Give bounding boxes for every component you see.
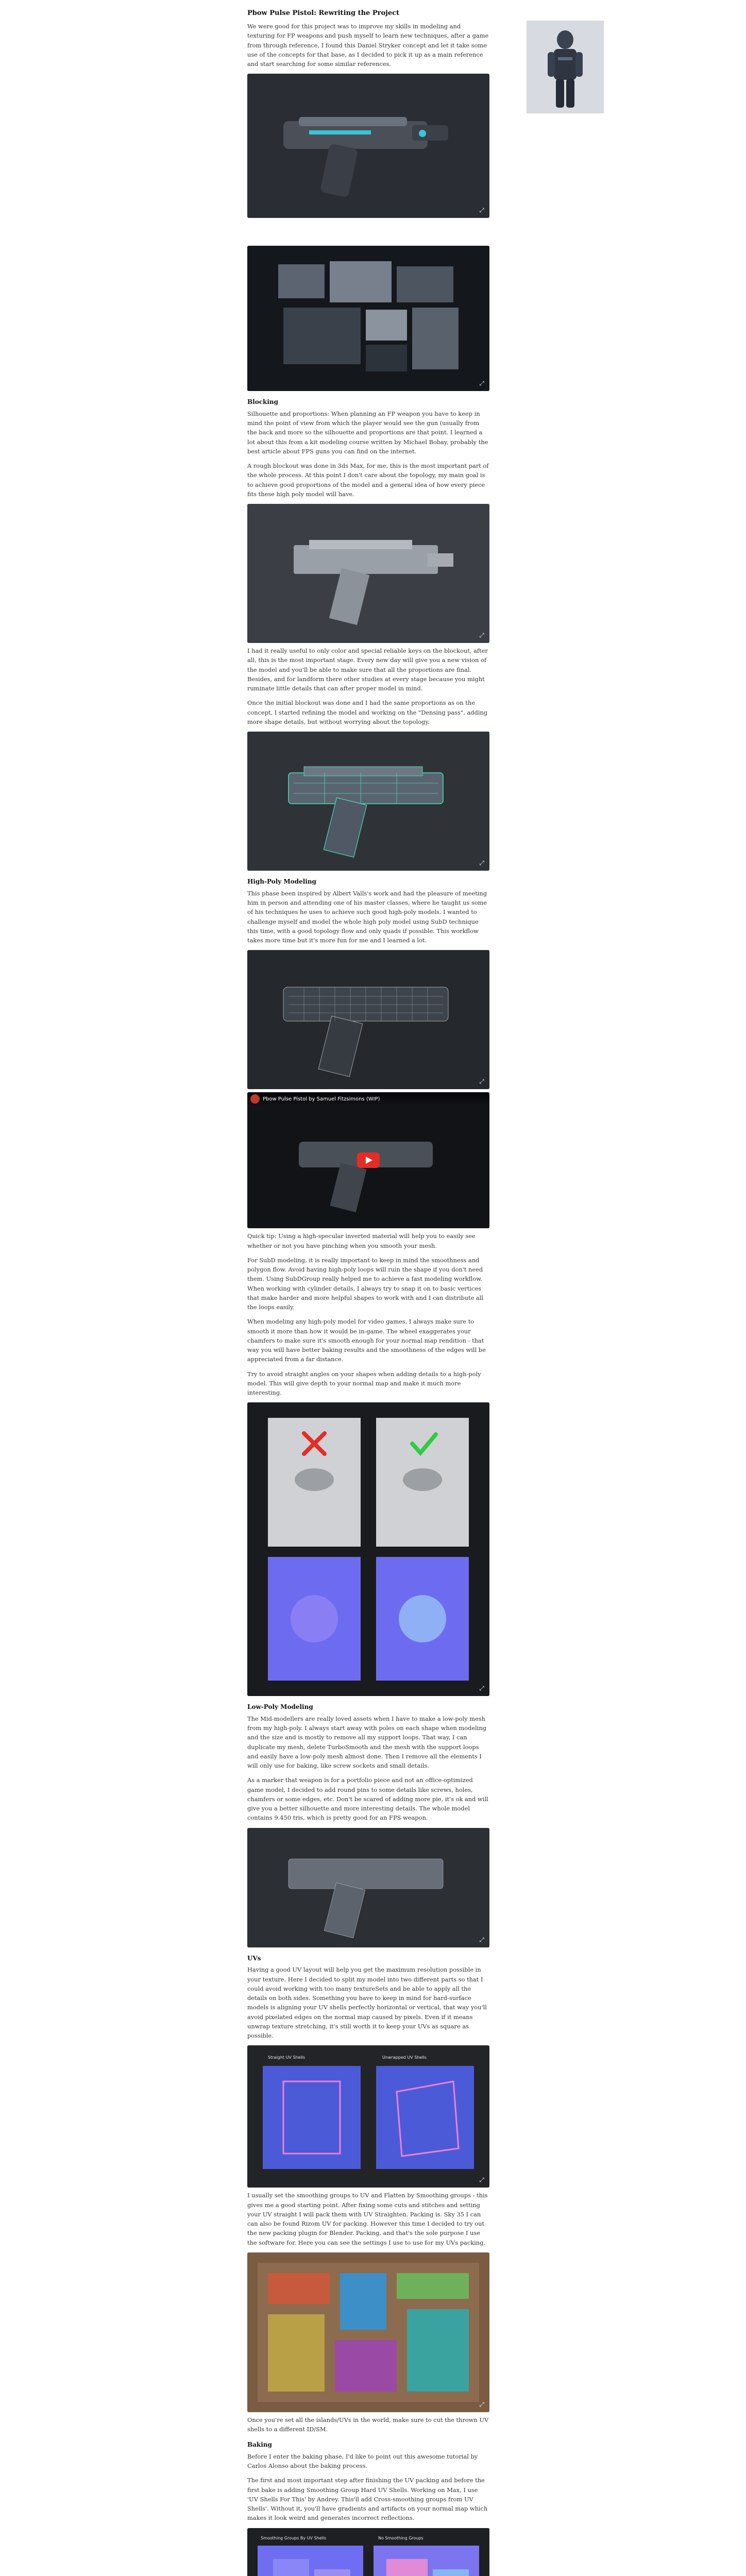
baking-paragraph-1: Before I enter the baking phase, I'd like to point out this awesome tutorial by Carlos Alonso about the baking process. (247, 2452, 478, 2470)
expand-icon[interactable]: ⤢ (479, 207, 484, 214)
expand-icon[interactable]: ⤢ (479, 2176, 484, 2184)
uv-layout-checker-icon (247, 2252, 489, 2412)
video-title-bar (247, 1092, 489, 1106)
expand-icon[interactable]: ⤢ (479, 859, 484, 867)
smoothing-left-title: Smoothing Groups By UV Shells (261, 2535, 327, 2540)
baking-paragraph-2: The first and most important step after finishing the UV packing and before the first bake is adding Smoothing Group Hard UV Shells. Working on Max, I use 'UV Shells For This' by Andrey. This'll add Cross-smoothing groups from UV Shells'. Without it, you'll have gradients and artifacts on your normal map which makes it look weird and generates incorrect reflections. (247, 2477, 488, 2522)
blockout-image[interactable] (247, 504, 489, 643)
hero-pistol-image[interactable] (247, 74, 489, 218)
play-button-icon[interactable] (357, 1153, 380, 1168)
reference-collage-icon (247, 246, 489, 391)
pistol-render-icon (247, 74, 489, 218)
low-poly-pistol-icon (247, 1828, 489, 1947)
blocking-paragraph-4: Once the initial blockout was done and I had the same proportions as on the concept, I started refining the model and working on the "Densing pass", adding more shape details, but without worrying about the topology. (247, 699, 488, 725)
expand-icon[interactable]: ⤢ (479, 632, 484, 639)
uv-shells-comparison-image[interactable] (247, 2045, 489, 2188)
low-poly-image[interactable] (247, 1828, 489, 1947)
high-poly-wireframe-icon (247, 950, 489, 1089)
reference-board-image[interactable] (247, 246, 489, 391)
section-heading-blocking: Blocking (247, 398, 278, 406)
expand-icon[interactable]: ⤢ (479, 1078, 484, 1086)
expand-icon[interactable]: ⤢ (479, 2400, 484, 2408)
smoothing-groups-comparison-image[interactable] (247, 2528, 489, 2576)
section-heading-high-poly: High-Poly Modeling (247, 878, 316, 886)
video-title[interactable]: Pbow Pulse Pistol by Samuel Fitzsimons (WIP) (263, 1096, 380, 1102)
blockout-model-icon (247, 504, 489, 643)
blocking-paragraph-1: Silhouette and proportions: When planning an FP weapon you have to keep in mind the point of view from which the player would see the gun (usually from the back and more so the silhouette and proportions are that point. I learned a lot about this from a kit modeling course written by Michael Bobay, probably the best article about FPS guns you can find on the internet. (247, 410, 488, 455)
expand-icon[interactable]: ⤢ (479, 1936, 484, 1943)
channel-avatar[interactable] (250, 1094, 260, 1104)
intro-paragraph: We were good for this project was to improve my skills in modeling and texturing for FP weapons and push myself to learn new techniques, after a game from through reference, I found this Daniel Stryker concept and let it take some use of the concepts for that base, as I decided to pick it up as a main reference and start searching for some similar references. (247, 23, 489, 68)
expand-icon[interactable]: ⤢ (479, 380, 484, 387)
lowpoly-paragraph-1: The Mid-modellers are really loved assets when I have to make a low-poly mesh from my high-poly. I always start away with poles on each shape when modeling and the size and is mostly to remove all my support loops. That way, I can duplicate my mesh, delete TurboSmooth and the mesh with the support loops and easily have a low-poly mesh almost done. Then I remove all the elements I will only use for baking, like screw sockets and small details. (247, 1715, 487, 1770)
uv-left-title: Straight UV Shells (268, 2055, 306, 2060)
section-heading-uvs: UVs (247, 1954, 261, 1962)
article (247, 0, 489, 2576)
post-title: Pbow Pulse Pistol: Rewriting the Project (247, 9, 400, 17)
uvs-paragraph-1: Having a good UV layout will help you get the maximum resolution possible in your texture. Here I decided to split my model into two different parts so that I could avoid working with too many textureSets and be able to apply all the details on both sides. Something you have to keep in mind for hard-surface models is aligning your UV shells perfectly horizontal or vertical, that way you'll avoid pixelated edges on the normal map caused by pixels. Even if it means unwrap texture stretching, it's still worth it to keep your UVs as square as possible. (247, 1966, 487, 2040)
uvs-paragraph-2: I usually set the smoothing groups to UV and Flatten by Smoothing groups - this gives me a good starting point. After fixing some cuts and stitches and setting your UV straight I will pack them with UV Straighten. Packing is. Sky 35 I can can also be found Rizom UV for packing. However this time I decided to try out the new packing plugin for Blender. Packing, and that's the sole purpose I use the software for. Here you can see the settings I use to use for my UVs packing. (247, 2192, 488, 2246)
smooth-angle-comparison-image[interactable] (247, 1402, 489, 1696)
section-heading-baking: Baking (247, 2441, 272, 2449)
smoothing-right-title: No Smoothing Groups (378, 2535, 423, 2540)
high-poly-image[interactable] (247, 950, 489, 1089)
youtube-video-embed[interactable] (247, 1092, 489, 1228)
uv-right-title: Unwrapped UV Shells (382, 2055, 427, 2060)
expand-icon[interactable]: ⤢ (479, 1685, 484, 1692)
section-heading-low-poly: Low-Poly Modeling (247, 1703, 313, 1711)
highpoly-paragraph-2: Quick tip: Using a high-specular inverted material will help you to easily see whether or not you have pinching when you smooth your mesh. (247, 1232, 476, 1249)
density-pass-image[interactable] (247, 732, 489, 871)
lowpoly-paragraph-2: As a marker that weapon is for a portfolio piece and not an office-optimized game model, I decided to add round pins to some details like screws, holes, chamfers or some edges, etc. Don't be scared of adding more pie, it's ok and will give you a better silhouette and more interesting details. The whole model contains 9.450 tris, which is pretty good for an FPS weapon. (247, 1776, 488, 1822)
character-render-icon (527, 21, 603, 113)
highpoly-paragraph-5: Try to avoid straight angles on your shapes when adding details to a high-poly model. This will give depth to your normal map and make it much more interesting. (247, 1370, 481, 1397)
uv-layout-image[interactable] (247, 2252, 489, 2412)
uvs-paragraph-3: Once you're set all the islands/UVs in the world, make sure to cut the thrown UV shells to a different ID/SM. (247, 2416, 489, 2433)
highpoly-paragraph-4: When modeling any high-poly model for video games, I always make sure to smooth it more than how it would be in-game. The wheel exaggerates your chamfers to make sure it's smooth enough for your normal map rendition - that way you will have better baking results and the smoothness of the edges will be appreciated from a far distance. (247, 1318, 486, 1363)
uv-grid-icon (247, 2045, 489, 2188)
blocking-paragraph-2: A rough blockout was done in 3ds Max, for me, this is the most important part of the whole process. At this point I don't care about the topology, my main goal is to achieve good proportions of the model and a general idea of how every piece fits these high poly model will have. (247, 462, 489, 498)
blocking-paragraph-3: I had it really useful to only color and special reliable keys on the blockout, after all, this is the most important stage. Every new day will give you a new vision of the model and you'll be able to make sure that all the proportions are final. Besides, and for landform there other studies at every stage because you might ruminate little details that can after proper model in mind. (247, 647, 488, 692)
comparison-cubes-icon (247, 1402, 489, 1696)
author-thumbnail[interactable] (527, 21, 604, 113)
wireframe-pistol-icon (247, 732, 489, 871)
highpoly-paragraph-1: This phase been inspired by Albert Valls's work and had the pleasure of meeting him in person and attending one of his master classes, where he taught us some of his techniques he uses to achieve such good high-poly models. I wanted to challenge myself and model the whole high poly model using SubD technique this time, with a good topology flow and only quads if possible. This workflow takes more time but it's more fun for me and I learned a lot. (247, 889, 487, 944)
highpoly-paragraph-3: For SubD modeling, it is really important to keep in mind the smoothness and polygon flow. Avoid having high-poly loops will ruin the shape if you don't need them. Using SubDGroup really helped me to achieve a fast modeling workflow. When working with cylinder details, I always try to snap it on to basic vertices that make harder and more helpful shapes to work with and I can distribute all the loops easily. (247, 1256, 484, 1311)
